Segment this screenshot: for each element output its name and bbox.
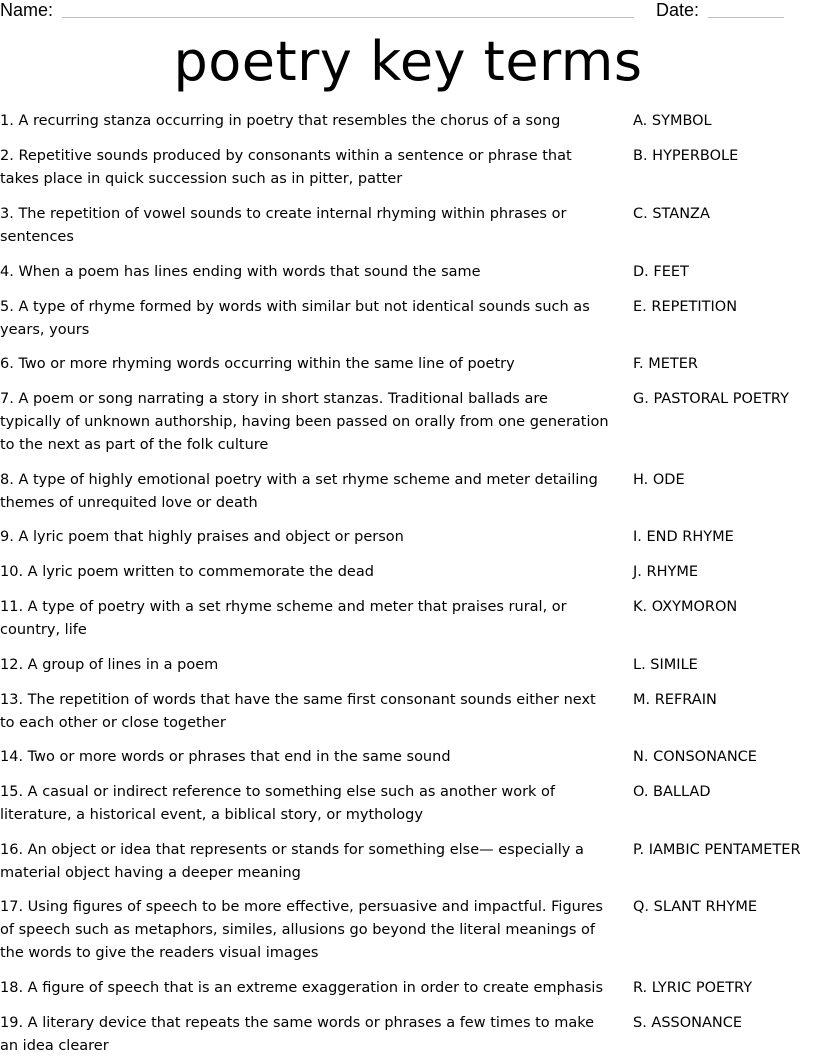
clue-text: 17. Using figures of speech to be more effective, persuasive and impactful. Figures of speech such as metaphors, similes, allusions go beyond the literal meanings of the words to give the readers visual images xyxy=(0,899,603,961)
answer-option: I. END RHYME xyxy=(633,529,734,545)
date-blank-line xyxy=(708,17,784,18)
clue-text: 7. A poem or song narrating a story in short stanzas. Traditional ballads are typically of unknown authorship, having been passed on orally from one generation to the next as part of the folk culture xyxy=(0,391,609,453)
answer-option: C. STANZA xyxy=(633,206,710,222)
clue-text: 1. A recurring stanza occurring in poetry that resembles the chorus of a song xyxy=(0,113,561,129)
answer-option: R. LYRIC POETRY xyxy=(633,980,753,996)
clue-text: 3. The repetition of vowel sounds to create internal rhyming within phrases or sentences xyxy=(0,206,567,245)
clue-text: 11. A type of poetry with a set rhyme scheme and meter that praises rural, or country, life xyxy=(0,599,567,638)
answer-option: Q. SLANT RHYME xyxy=(633,899,757,915)
clue-text: 6. Two or more rhyming words occurring within the same line of poetry xyxy=(0,356,515,372)
answer-option: H. ODE xyxy=(633,472,685,488)
clue-text: 16. An object or idea that represents or stands for something else— especially a material object having a deeper meaning xyxy=(0,842,584,881)
clue-text: 4. When a poem has lines ending with words that sound the same xyxy=(0,264,481,280)
clue-text: 5. A type of rhyme formed by words with similar but not identical sounds such as years, yours xyxy=(0,299,590,338)
clue-text: 8. A type of highly emotional poetry with a set rhyme scheme and meter detailing themes of unrequited love or death xyxy=(0,472,598,511)
date-label: Date: xyxy=(656,0,700,20)
answer-option: J. RHYME xyxy=(633,564,699,580)
answer-option: O. BALLAD xyxy=(633,784,711,800)
answer-option: S. ASSONANCE xyxy=(633,1015,743,1031)
clue-text: 10. A lyric poem written to commemorate the dead xyxy=(0,564,374,580)
answer-option: N. CONSONANCE xyxy=(633,749,757,765)
answer-option: E. REPETITION xyxy=(633,299,738,315)
answer-option: F. METER xyxy=(633,356,698,372)
clue-text: 13. The repetition of words that have the same first consonant sounds either next to each other or close together xyxy=(0,692,596,731)
clue-text: 15. A casual or indirect reference to something else such as another work of literature, a historical event, a biblical story, or mythology xyxy=(0,784,556,823)
clue-text: 9. A lyric poem that highly praises and object or person xyxy=(0,529,404,545)
answer-option: L. SIMILE xyxy=(633,657,698,673)
clue-text: 19. A literary device that repeats the same words or phrases a few times to make an idea clearer xyxy=(0,1015,595,1054)
name-blank-line xyxy=(62,17,634,18)
clue-text: 2. Repetitive sounds produced by consonants within a sentence or phrase that takes place in quick succession such as in pitter, patter xyxy=(0,148,572,187)
page-title: poetry key terms xyxy=(173,30,643,93)
answer-option: A. SYMBOL xyxy=(633,113,712,129)
clue-text: 18. A figure of speech that is an extreme exaggeration in order to create emphasis xyxy=(0,980,603,996)
answer-option: P. IAMBIC PENTAMETER xyxy=(633,842,801,858)
answer-option: M. REFRAIN xyxy=(633,692,717,708)
answer-option: G. PASTORAL POETRY xyxy=(633,391,789,407)
clue-text: 12. A group of lines in a poem xyxy=(0,657,219,673)
clue-text: 14. Two or more words or phrases that end in the same sound xyxy=(0,749,451,765)
answer-option: D. FEET xyxy=(633,264,689,280)
worksheet-header xyxy=(0,0,816,24)
answer-option: B. HYPERBOLE xyxy=(633,148,739,164)
answer-option: K. OXYMORON xyxy=(633,599,738,615)
name-label: Name: xyxy=(0,0,54,20)
